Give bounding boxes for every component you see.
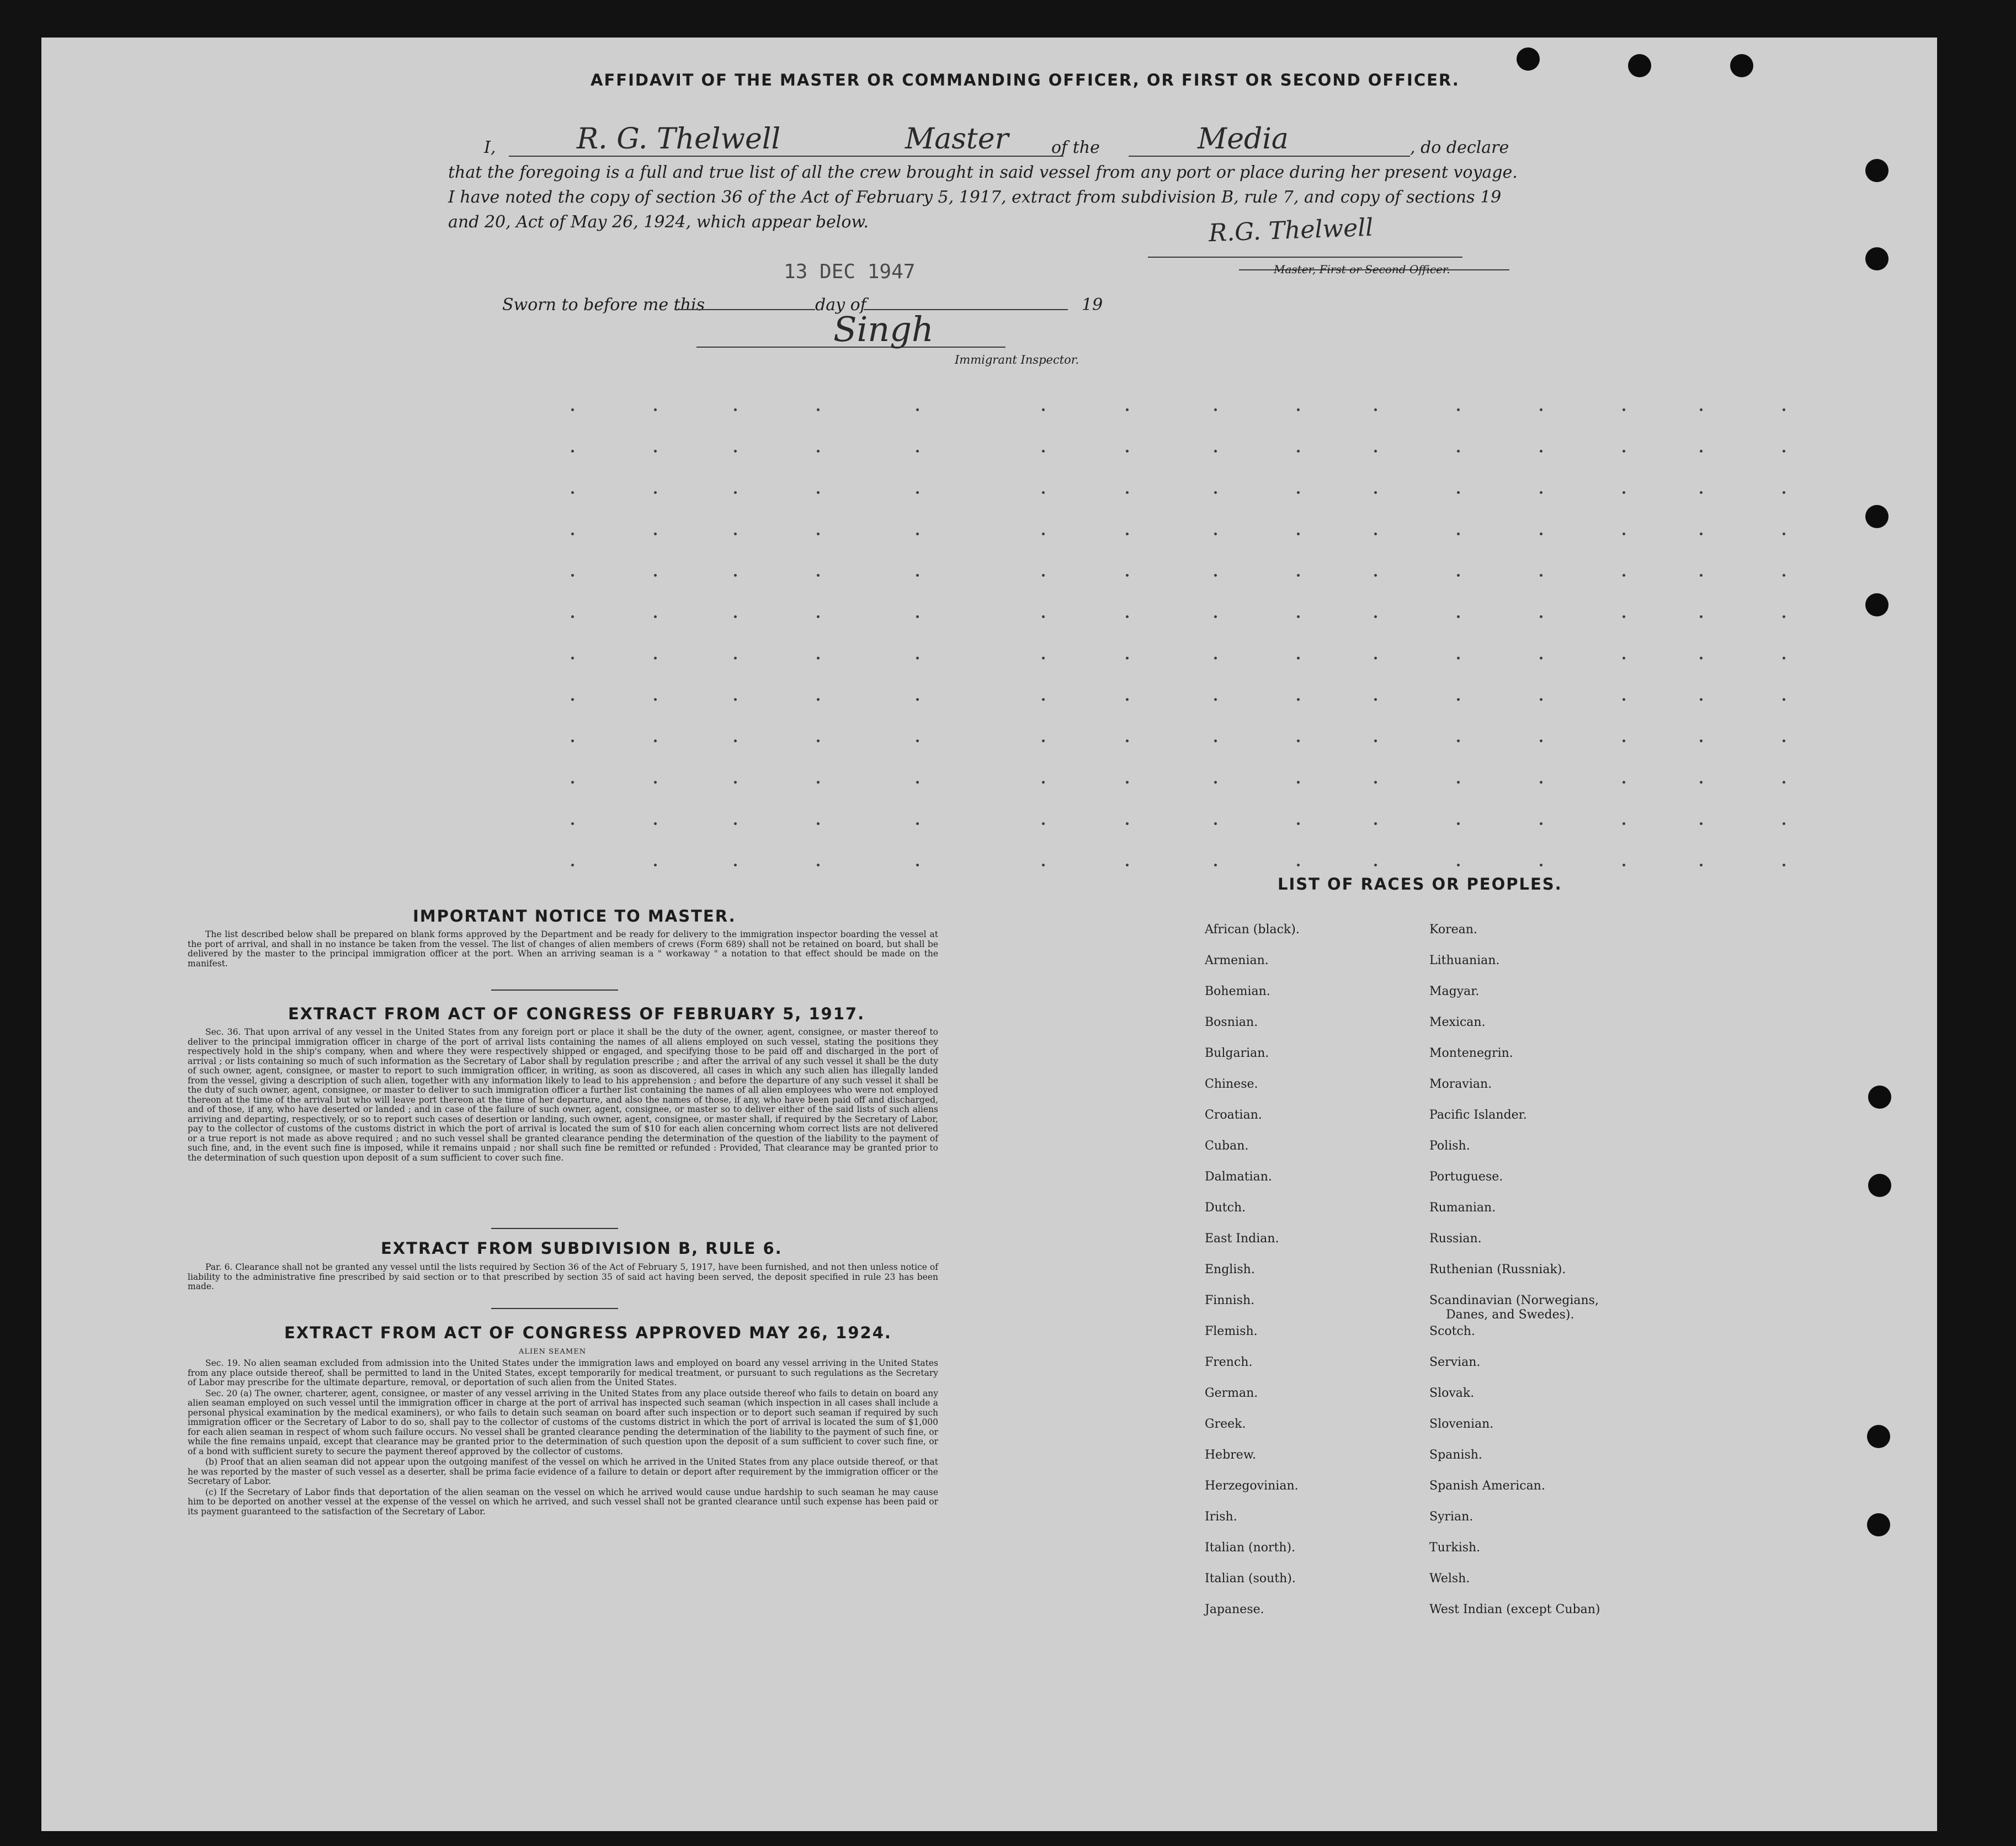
bleed-dot bbox=[1623, 450, 1625, 453]
do-declare-text: , do declare bbox=[1410, 138, 1509, 157]
bleed-dot bbox=[916, 491, 919, 494]
bleed-dot bbox=[1214, 781, 1217, 784]
race-item: Bohemian. bbox=[1205, 985, 1270, 998]
bleed-dot bbox=[1126, 822, 1129, 825]
bleed-dot bbox=[654, 864, 657, 866]
bleed-dot bbox=[1623, 491, 1625, 494]
bleed-dot bbox=[1374, 740, 1377, 742]
race-item: Armenian. bbox=[1205, 954, 1269, 967]
bleed-dot bbox=[1783, 450, 1785, 453]
section-divider-2 bbox=[491, 1228, 618, 1229]
race-item: Bulgarian. bbox=[1205, 1046, 1269, 1060]
bleed-dot bbox=[817, 781, 820, 784]
bleed-dot bbox=[1700, 408, 1703, 411]
bleed-dot bbox=[916, 657, 919, 659]
bleed-dot bbox=[1126, 574, 1129, 577]
bleed-dot bbox=[734, 864, 737, 866]
extract-rule6-title: EXTRACT FROM SUBDIVISION B, RULE 6. bbox=[381, 1239, 783, 1258]
race-item: Servian. bbox=[1429, 1355, 1481, 1369]
race-item: Greek. bbox=[1205, 1417, 1246, 1431]
bleed-dot bbox=[1623, 657, 1625, 659]
bleed-dot bbox=[817, 822, 820, 825]
affidavit-line-2: that the foregoing is a full and true list of all the crew brought in said vessel from any port or place during her present voyage. bbox=[448, 163, 1518, 182]
bleed-dot bbox=[1623, 533, 1625, 535]
punch-hole-1 bbox=[1517, 47, 1540, 71]
bleed-dot bbox=[1214, 698, 1217, 701]
race-item: English. bbox=[1205, 1263, 1255, 1276]
bleed-dot bbox=[916, 822, 919, 825]
race-item: Magyar. bbox=[1429, 985, 1480, 998]
bleed-dot bbox=[1783, 408, 1785, 411]
bleed-dot bbox=[1374, 574, 1377, 577]
race-item: Moravian. bbox=[1429, 1077, 1492, 1091]
bleed-dot bbox=[1783, 740, 1785, 742]
punch-hole-11 bbox=[1867, 1513, 1890, 1536]
bleed-dot bbox=[1214, 657, 1217, 659]
bleed-dot bbox=[916, 864, 919, 866]
race-item: Flemish. bbox=[1205, 1324, 1258, 1338]
bleed-dot bbox=[817, 740, 820, 742]
bleed-dot bbox=[1540, 491, 1542, 494]
race-item: Herzegovinian. bbox=[1205, 1479, 1299, 1493]
bleed-dot bbox=[1214, 574, 1217, 577]
sworn-date-line bbox=[674, 309, 815, 310]
bleed-dot bbox=[1783, 698, 1785, 701]
bleed-dot bbox=[1457, 574, 1460, 577]
race-item: Welsh. bbox=[1429, 1572, 1470, 1586]
declarant-line bbox=[509, 156, 1063, 157]
bleed-dot bbox=[1540, 822, 1542, 825]
race-item: Italian (south). bbox=[1205, 1572, 1296, 1586]
bleed-dot bbox=[916, 533, 919, 535]
affidavit-title: AFFIDAVIT OF THE MASTER OR COMMANDING OFFICER, OR FIRST OR SECOND OFFICER. bbox=[591, 71, 1460, 89]
bleed-dot bbox=[1457, 657, 1460, 659]
bleed-dot bbox=[571, 408, 574, 411]
race-item: Italian (north). bbox=[1205, 1541, 1296, 1555]
extract-1924-body bbox=[188, 1359, 938, 1518]
bleed-dot bbox=[1783, 574, 1785, 577]
race-item: Chinese. bbox=[1205, 1077, 1258, 1091]
bleed-dot bbox=[1297, 408, 1300, 411]
bleed-dot bbox=[571, 698, 574, 701]
bleed-dot bbox=[1457, 491, 1460, 494]
bleed-dot bbox=[1042, 781, 1045, 784]
bleed-dot bbox=[1214, 864, 1217, 866]
bleed-dot bbox=[1126, 864, 1129, 866]
race-item: East Indian. bbox=[1205, 1232, 1279, 1246]
bleed-dot bbox=[1783, 864, 1785, 866]
sec-20b-paragraph: (b) Proof that an alien seaman did not appear upon the outgoing manifest of the vessel on which he arrived in the United States from any place outside thereof, or that he was reported by the master of such vessel as a deserter, shall be prima facie evidence of a failure to detain or deport after requirement by the immigration officer or the Secretary of Labor. bbox=[188, 1457, 938, 1486]
bleed-dot bbox=[1700, 574, 1703, 577]
year-prefix: 19 bbox=[1082, 295, 1103, 315]
bleed-dot bbox=[1042, 740, 1045, 742]
bleed-dot bbox=[1700, 615, 1703, 618]
signature-line bbox=[1148, 257, 1462, 258]
bleed-dot bbox=[1783, 491, 1785, 494]
bleed-dot bbox=[1214, 533, 1217, 535]
bleed-dot bbox=[571, 450, 574, 453]
bleed-dot bbox=[1297, 781, 1300, 784]
race-item: Slovenian. bbox=[1429, 1417, 1494, 1431]
race-item: Bosnian. bbox=[1205, 1015, 1258, 1029]
extract-1917-title: EXTRACT FROM ACT OF CONGRESS OF FEBRUARY 5, 1917. bbox=[288, 1004, 865, 1023]
bleed-dot bbox=[654, 698, 657, 701]
bleed-dot bbox=[1297, 822, 1300, 825]
bleed-dot bbox=[1457, 408, 1460, 411]
bleed-dot bbox=[1297, 533, 1300, 535]
bleed-dot bbox=[571, 781, 574, 784]
race-item: Scotch. bbox=[1429, 1324, 1475, 1338]
bleed-dot bbox=[1540, 574, 1542, 577]
bleed-dot bbox=[1042, 657, 1045, 659]
bleed-dot bbox=[1540, 450, 1542, 453]
bleed-dot bbox=[734, 781, 737, 784]
bleed-dot bbox=[817, 450, 820, 453]
bleed-dot bbox=[1374, 698, 1377, 701]
bleed-dot bbox=[1623, 408, 1625, 411]
bleed-dot bbox=[734, 740, 737, 742]
bleed-dot bbox=[654, 408, 657, 411]
bleed-dot bbox=[1126, 491, 1129, 494]
bleed-dot bbox=[571, 574, 574, 577]
bleed-dot bbox=[654, 740, 657, 742]
notice-paragraph: The list described below shall be prepared on blank forms approved by the Department and be ready for delivery to the immigration inspector boarding the vessel at the port of arrival, and shall in no instance be taken from the vessel. The list of changes of alien members of crews (Form 689) shall not be retained on board, but shall be delivered by the master to the principal immigration officer at the port. When an arriving seaman is a " workaway " a notation to that effect should be made on the manifest. bbox=[188, 929, 938, 969]
bleed-dot bbox=[1126, 698, 1129, 701]
punch-hole-3 bbox=[1730, 54, 1753, 77]
bleed-dot bbox=[916, 615, 919, 618]
bleed-dot bbox=[817, 533, 820, 535]
bleed-dot bbox=[571, 615, 574, 618]
bleed-dot bbox=[654, 574, 657, 577]
bleed-dot bbox=[1540, 740, 1542, 742]
affidavit-line-4: and 20, Act of May 26, 1924, which appear below. bbox=[448, 212, 869, 232]
inspector-caption: Immigrant Inspector. bbox=[955, 353, 1079, 366]
bleed-dot bbox=[1042, 533, 1045, 535]
race-item: Scandinavian (Norwegians, bbox=[1429, 1294, 1599, 1307]
race-item: Spanish American. bbox=[1429, 1479, 1545, 1493]
race-item: Lithuanian. bbox=[1429, 954, 1500, 967]
bleed-dot bbox=[916, 574, 919, 577]
bleed-dot bbox=[1700, 491, 1703, 494]
punch-hole-9 bbox=[1868, 1174, 1891, 1197]
bleed-dot bbox=[1374, 533, 1377, 535]
race-item: West Indian (except Cuban) bbox=[1429, 1603, 1600, 1616]
bleed-dot bbox=[734, 615, 737, 618]
bleed-dot bbox=[654, 822, 657, 825]
bleed-dot bbox=[1374, 408, 1377, 411]
declarant-name: R. G. Thelwell bbox=[577, 123, 781, 156]
bleed-dot bbox=[1540, 698, 1542, 701]
notice-body bbox=[188, 930, 938, 970]
signature-caption: Master, First or Second Officer. bbox=[1274, 263, 1450, 276]
extract-rule6-body bbox=[188, 1263, 938, 1293]
bleed-dot bbox=[734, 657, 737, 659]
punch-hole-7 bbox=[1865, 593, 1889, 616]
bleed-dot bbox=[1457, 822, 1460, 825]
race-item: Cuban. bbox=[1205, 1139, 1249, 1153]
race-item: German. bbox=[1205, 1386, 1258, 1400]
bleed-dot bbox=[1126, 657, 1129, 659]
sec-20c-paragraph: (c) If the Secretary of Labor finds that deportation of the alien seaman on the vessel on which he arrived would cause undue hardship to such seaman he may cause him to be deported on another vessel at the expense of the vessel on which he arrived, and such vessel shall not be granted clearance until such expense has been paid or its payment guaranteed to the satisfaction of the Secretary of Labor. bbox=[188, 1487, 938, 1517]
extract-1924-title: EXTRACT FROM ACT OF CONGRESS APPROVED MAY 26, 1924. bbox=[284, 1323, 892, 1342]
bleed-dot bbox=[571, 822, 574, 825]
punch-hole-8 bbox=[1868, 1086, 1891, 1109]
bleed-dot bbox=[571, 864, 574, 866]
bleed-dot bbox=[734, 698, 737, 701]
race-item: Syrian. bbox=[1429, 1510, 1474, 1524]
bleed-dot bbox=[1214, 740, 1217, 742]
bleed-dot bbox=[654, 533, 657, 535]
race-item: Pacific Islander. bbox=[1429, 1108, 1527, 1122]
bleed-dot bbox=[734, 574, 737, 577]
bleed-dot bbox=[1540, 864, 1542, 866]
bleed-dot bbox=[1042, 822, 1045, 825]
affidavit-intro: I, bbox=[484, 138, 496, 157]
extract-1917-paragraph: Sec. 36. That upon arrival of any vessel in the United States from any foreign port or place it shall be the duty of the owner, agent, consignee, or master thereof to deliver to the principal immigration officer in charge of the port of arrival lists containing the names of all aliens employed on such vessel, stating the positions they respectively hold in the ship's company, when and where they were respectively shipped or engaged, and specifying those to be paid off and discharged in the port of arrival ; or lists containing so much of such information as the Secretary of Labor shall by regulation prescribe ; and after the arrival of any such vessel it shall be the duty of such owner, agent, consignee, or master to report to such immigration officer, in writing, as soon as discovered, all cases in which any such alien has illegally landed from the vessel, giving a description of such alien, together with any information likely to lead to his apprehension ; and before the departure of any such vessel it shall be the duty of such owner, agent, consignee, or master to deliver to such immigration officer a further list containing the names of all alien employees who were not employed thereon at the time of the arrival but who will leave port thereon at the time of her departure, and also the names of those, if any, who have been paid off and discharged, and of those, if any, who have deserted or landed ; and in case of the failure of such owner, agent, consignee, or master so to deliver either of the said lists of such aliens arriving and departing, respectively, or so to report such cases of desertion or landing, such owner, agent, consignee, or master shall, if required by the Secretary of Labor, pay to the collector of customs of the customs district in which the port of arrival is located the sum of $10 for each alien concerning whom correct lists are not delivered or a true report is not made as above required ; and no such vessel shall be granted clearance pending the determination of the question of the liability to the payment of such fine, and, in the event such fine is imposed, while it remains unpaid ; nor shall such fine be remitted or refunded : Provided, That clearance may be granted prior to the determination of such question upon deposit of a sum sufficient to cover such fine. bbox=[188, 1027, 938, 1163]
section-divider-1 bbox=[491, 990, 618, 991]
notice-title: IMPORTANT NOTICE TO MASTER. bbox=[413, 907, 736, 925]
day-of-text: day of bbox=[815, 295, 866, 315]
bleed-dot bbox=[1297, 574, 1300, 577]
race-item: Portuguese. bbox=[1429, 1170, 1503, 1184]
master-signature: R.G. Thelwell bbox=[1208, 213, 1374, 248]
bleed-dot bbox=[817, 657, 820, 659]
bleed-dot bbox=[1700, 822, 1703, 825]
vessel-line bbox=[1129, 156, 1410, 157]
punch-hole-4 bbox=[1865, 159, 1889, 182]
bleed-dot bbox=[1042, 408, 1045, 411]
bleed-dot bbox=[1783, 822, 1785, 825]
bleed-dot bbox=[1623, 822, 1625, 825]
bleed-dot bbox=[817, 574, 820, 577]
of-the-text: of the bbox=[1051, 138, 1100, 157]
bleed-dot bbox=[1783, 615, 1785, 618]
bleed-dot bbox=[1374, 864, 1377, 866]
inspector-signature: Singh bbox=[833, 309, 934, 349]
bleed-dot bbox=[817, 615, 820, 618]
race-item: African (black). bbox=[1205, 923, 1300, 937]
bleed-dot bbox=[654, 450, 657, 453]
declarant-rank: Master bbox=[905, 123, 1009, 156]
bleed-dot bbox=[1457, 450, 1460, 453]
bleed-dot bbox=[1297, 491, 1300, 494]
bleed-dot bbox=[1457, 698, 1460, 701]
bleed-dot bbox=[1374, 657, 1377, 659]
race-item: French. bbox=[1205, 1355, 1253, 1369]
race-item: Finnish. bbox=[1205, 1294, 1255, 1307]
bleed-dot bbox=[1374, 822, 1377, 825]
bleed-dot bbox=[1374, 615, 1377, 618]
bleed-dot bbox=[1540, 657, 1542, 659]
bleed-dot bbox=[654, 657, 657, 659]
bleed-dot bbox=[571, 657, 574, 659]
bleed-dot bbox=[1700, 781, 1703, 784]
bleed-dot bbox=[1042, 574, 1045, 577]
bleed-dot bbox=[916, 408, 919, 411]
bleed-dot bbox=[1623, 698, 1625, 701]
race-item: Slovak. bbox=[1429, 1386, 1475, 1400]
extract-rule6-paragraph: Par. 6. Clearance shall not be granted any vessel until the lists required by Section 36 of the Act of February 5, 1917, have been furnished, and not then unless notice of liability to the administrative fine prescribed by said section or to that prescribed by section 35 of said act having been served, the deposit specified in rule 23 has been made. bbox=[188, 1262, 938, 1291]
bleed-dot bbox=[1297, 615, 1300, 618]
bleed-dot bbox=[1783, 657, 1785, 659]
bleed-dot bbox=[1623, 781, 1625, 784]
bleed-dot bbox=[1540, 533, 1542, 535]
bleed-dot bbox=[1700, 740, 1703, 742]
race-item: Hebrew. bbox=[1205, 1448, 1257, 1462]
bleed-dot bbox=[734, 450, 737, 453]
alien-seamen-subtitle: ALIEN SEAMEN bbox=[519, 1348, 587, 1356]
race-item: Ruthenian (Russniak). bbox=[1429, 1263, 1566, 1276]
bleed-dot bbox=[1214, 615, 1217, 618]
bleed-dot bbox=[1457, 533, 1460, 535]
bleed-dot bbox=[1700, 698, 1703, 701]
bleed-dot bbox=[1042, 491, 1045, 494]
race-item: Mexican. bbox=[1429, 1015, 1486, 1029]
bleed-dot bbox=[1126, 615, 1129, 618]
bleed-dot bbox=[1126, 781, 1129, 784]
race-item: Russian. bbox=[1429, 1232, 1482, 1246]
bleed-dot bbox=[1297, 698, 1300, 701]
bleed-dot bbox=[654, 781, 657, 784]
bleed-dot bbox=[1297, 740, 1300, 742]
bleed-dot bbox=[1297, 864, 1300, 866]
section-divider-3 bbox=[491, 1308, 618, 1309]
bleed-dot bbox=[1623, 740, 1625, 742]
sworn-text: Sworn to before me this bbox=[502, 295, 705, 315]
race-item: Rumanian. bbox=[1429, 1201, 1496, 1215]
race-item: Spanish. bbox=[1429, 1448, 1482, 1462]
bleed-dot bbox=[1297, 450, 1300, 453]
race-item: Dalmatian. bbox=[1205, 1170, 1272, 1184]
bleed-dot bbox=[734, 491, 737, 494]
bleed-dot bbox=[1374, 450, 1377, 453]
bleed-dot bbox=[916, 781, 919, 784]
bleed-dot bbox=[1126, 450, 1129, 453]
punch-hole-10 bbox=[1867, 1425, 1890, 1448]
races-title: LIST OF RACES OR PEOPLES. bbox=[1278, 875, 1562, 893]
race-item: Montenegrin. bbox=[1429, 1046, 1513, 1060]
race-item: Polish. bbox=[1429, 1139, 1470, 1153]
bleed-dot bbox=[1700, 657, 1703, 659]
bleed-dot bbox=[571, 533, 574, 535]
bleed-dot bbox=[1623, 615, 1625, 618]
bleed-dot bbox=[571, 491, 574, 494]
race-item: Korean. bbox=[1429, 923, 1477, 937]
bleed-dot bbox=[1042, 450, 1045, 453]
bleed-dot bbox=[1540, 615, 1542, 618]
bleed-dot bbox=[1214, 450, 1217, 453]
bleed-dot bbox=[1042, 698, 1045, 701]
bleed-dot bbox=[1457, 740, 1460, 742]
bleed-dot bbox=[1374, 491, 1377, 494]
bleed-dot bbox=[1623, 574, 1625, 577]
race-item: Turkish. bbox=[1429, 1541, 1481, 1555]
bleed-dot bbox=[1126, 533, 1129, 535]
sec-19-paragraph: Sec. 19. No alien seaman excluded from admission into the United States under the immigration laws and employed on board any vessel arriving in the United States from any place outside thereof, shall be permitted to land in the United States, except temporarily for medical treatment, or pursuant to such regulations as the Secretary of Labor may prescribe for the ultimate departure, removal, or deportation of such alien from the United States. bbox=[188, 1358, 938, 1387]
bleed-dot bbox=[1214, 822, 1217, 825]
bleed-dot bbox=[916, 450, 919, 453]
bleed-dot bbox=[916, 740, 919, 742]
punch-hole-6 bbox=[1865, 505, 1889, 528]
race-item: Dutch. bbox=[1205, 1201, 1246, 1215]
bleed-dot bbox=[1457, 864, 1460, 866]
bleed-dot bbox=[1042, 615, 1045, 618]
bleed-dot bbox=[571, 740, 574, 742]
bleed-dot bbox=[734, 533, 737, 535]
bleed-dot bbox=[1126, 408, 1129, 411]
bleed-dot bbox=[916, 698, 919, 701]
bleed-dot bbox=[1214, 491, 1217, 494]
bleed-dot bbox=[654, 491, 657, 494]
bleed-dot bbox=[1540, 781, 1542, 784]
punch-hole-5 bbox=[1865, 247, 1889, 270]
bleed-dot bbox=[1457, 615, 1460, 618]
bleed-dot bbox=[734, 822, 737, 825]
bleed-dot bbox=[1623, 864, 1625, 866]
extract-1917-body bbox=[188, 1028, 938, 1164]
bleed-dot bbox=[1783, 533, 1785, 535]
vessel-name: Media bbox=[1198, 123, 1289, 156]
bleed-dot bbox=[1374, 781, 1377, 784]
race-item: Croatian. bbox=[1205, 1108, 1262, 1122]
sec-20a-paragraph: Sec. 20 (a) The owner, charterer, agent, consignee, or master of any vessel arriving in the United States from any place outside thereof who fails to detain on board any alien seaman employed on such vessel until the immigration officer in charge at the port of arrival has inspected such seaman (which inspection in all cases shall include a personal physical examination by the medical examiners), or who fails to detain such seaman on board after such inspection or to deport such seaman if required by such immigration officer or the Secretary of Labor to do so, shall pay to the collector of customs of the customs district in which the port of arrival is located the sum of $1,000 for each alien seaman in respect of whom such failure occurs. No vessel shall be granted clearance pending the determination of the liability to the payment of such fine, or while the fine remains unpaid, except that clearance may be granted prior to the determination of such question upon the deposit of a sum sufficient to cover such fine, or of a bond with sufficient surety to secure the payment thereof approved by the collector of customs. bbox=[188, 1388, 938, 1456]
bleed-dot bbox=[817, 698, 820, 701]
bleed-dot bbox=[817, 864, 820, 866]
affidavit-line-3: I have noted the copy of section 36 of the Act of February 5, 1917, extract from subdivision B, rule 7, and copy of sections 19 bbox=[448, 188, 1502, 207]
bleed-dot bbox=[1126, 740, 1129, 742]
race-extra-line: Danes, and Swedes). bbox=[1446, 1308, 1574, 1322]
bleed-dot bbox=[1700, 450, 1703, 453]
bleed-dot bbox=[1700, 864, 1703, 866]
bleed-dot bbox=[1783, 781, 1785, 784]
punch-hole-2 bbox=[1628, 54, 1651, 77]
bleed-dot bbox=[817, 491, 820, 494]
bleed-dot bbox=[654, 615, 657, 618]
bleed-dot bbox=[1540, 408, 1542, 411]
bleed-dot bbox=[817, 408, 820, 411]
bleed-dot bbox=[1457, 781, 1460, 784]
bleed-dot bbox=[734, 408, 737, 411]
bleed-dot bbox=[1700, 533, 1703, 535]
race-item: Japanese. bbox=[1205, 1603, 1264, 1616]
bleed-dot bbox=[1042, 864, 1045, 866]
race-item: Irish. bbox=[1205, 1510, 1237, 1524]
bleed-dot bbox=[1297, 657, 1300, 659]
bleed-dot bbox=[1214, 408, 1217, 411]
date-stamp: 13 DEC 1947 bbox=[784, 260, 916, 283]
